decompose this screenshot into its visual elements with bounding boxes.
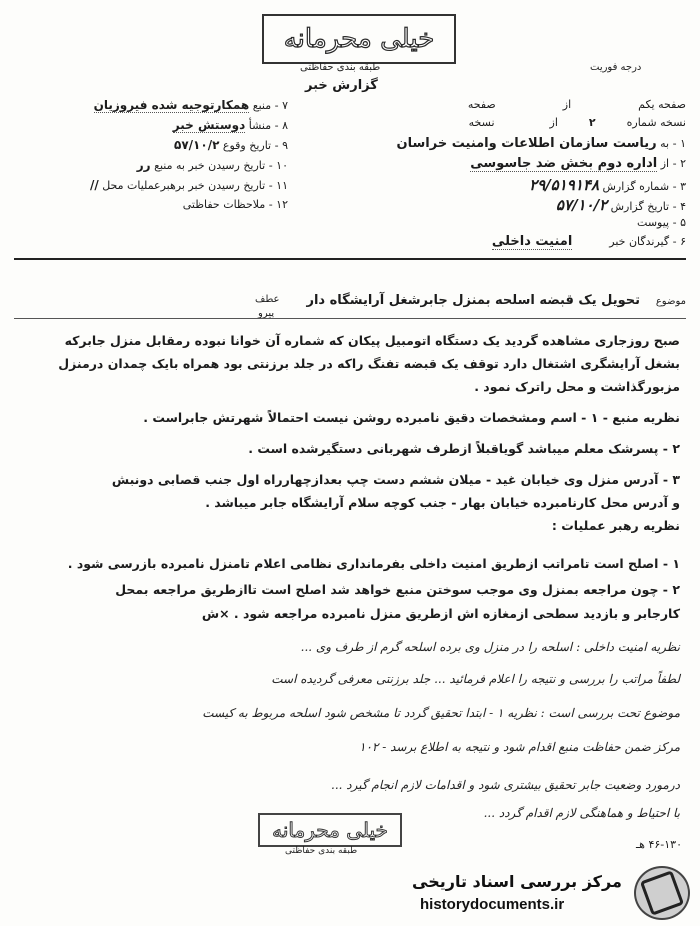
body-line: مزبورگذاشت و محل راترک نمود . [474, 379, 680, 394]
watermark-title: مرکز بررسی اسناد تاریخی [412, 872, 622, 891]
divider-subject [14, 318, 686, 319]
followup-label: پیرو [258, 308, 275, 319]
classification-label: طبقه بندی حفاظتی [300, 62, 381, 73]
reference-label: عطف [255, 294, 280, 305]
body-line: ۲ - پسرشک معلم میباشد گویاقبلاً ازطرف شهربانی دستگیرشده است . [248, 441, 680, 456]
page-field: صفحه یکم از صفحه [467, 98, 686, 111]
classification-label-bottom: طبقه بندی حفاظتی [285, 846, 358, 856]
watermark-url: historydocuments.ir [420, 896, 565, 913]
body-line: صبح روزجاری مشاهده گردید یک دستگاه اتومبیل پیکان که شماره آن خوانا نبوده رمقابل منزل جابرکه [64, 333, 680, 348]
handwritten-note: درمورد وضعیت جابر تحقیق بیشتری شود و اقدامات لازم انجام گیرد ... [331, 778, 680, 792]
report-title: گزارش خبر [305, 78, 378, 93]
handwritten-note: نظریه امنیت داخلی : اسلحه را در منزل وی برده اسلحه گرم از طرف وی ... [300, 640, 680, 654]
from-field: ۲ - از اداره دوم بخش ضد جاسوسی [470, 156, 686, 171]
body-line: ۱ - اصلح است تامراتب ازطریق امنیت داخلی بفرمانداری نظامی اعلام تامنزل نامبرده بازرسی شود . [67, 556, 680, 571]
handwritten-note: لطفاً مراتب را بررسی و نتیجه را اعلام فرمائید ... جلد برزنتی معرفی گردیده است [271, 672, 680, 686]
report-number-field: ۳ - شماره گزارش ۲۹/۵۱۹۱۴۸ [529, 176, 686, 194]
urgency-label: درجه فوریت [590, 62, 642, 73]
recipients-field: ۶ - گیرندگان خبر امنیت داخلی [491, 234, 686, 249]
attachment-field: ۵ - پیوست [637, 216, 686, 229]
origin-field: ۸ - منشأ دوستش خبر [172, 118, 288, 132]
event-date-field: ۹ - تاریخ وقوع ۵۷/۱۰/۲ [174, 138, 288, 152]
security-notes-field: ۱۲ - ملاحظات حفاظتی [182, 198, 288, 211]
handwritten-note: موضوع تحت بررسی است : نظریه ۱ - ابتدا تحقیق گردد تا مشخص شود اسلحه مربوط به کیست [202, 706, 680, 720]
copy-field: نسخه شماره ۲ از نسخه [468, 116, 686, 129]
stamp-text: خیلی محرمانه [283, 24, 435, 54]
handwritten-note: با احتیاط و هماهنگی لازم اقدام گردد ... [483, 806, 680, 820]
body-line: و آدرس محل کارنامبرده خیابان بهار - جنب کوچه سلام آرایشگاه جابر میباشد . [205, 495, 680, 510]
subject-label: موضوع [655, 296, 686, 307]
divider-top [14, 258, 686, 260]
classification-stamp-top [262, 14, 456, 64]
body-line: نظریه رهبر عملیات : [551, 518, 680, 533]
source-field: ۷ - منبع همکارتوجیه شده فیروزیان [93, 98, 288, 112]
handwritten-note: مرکز ضمن حفاظت منبع اقدام شود و نتیجه به اطلاع برسد - ۱۰۲ [359, 740, 680, 754]
body-line: ۳ - آدرس منزل وی خیابان غید - میلان ششم دست چپ بعدازچهارراه اول جنب قصابی دونبش [111, 472, 680, 487]
to-field: ۱ - به ریاست سازمان اطلاعات وامنیت خراسان [396, 136, 686, 151]
body-line: کارجابر و بازدید سطحی ازمغازه اش ازطریق منزل نامبرده مراجعه شود . ×ش [201, 606, 680, 621]
body-line: ۲ - چون مراجعه بمنزل وی موجب سوختن منبع خواهد شد اصلح است تاازطریق مراجعه بمحل [115, 582, 680, 597]
report-date-field: ۴ - تاریخ گزارش ۵۷/۱۰/۲ [555, 196, 686, 214]
body-line: نظریه منبع - ۱ - اسم ومشخصات دقیق نامبرده روشن نیست احتمالاً شهرتش جابراست . [143, 410, 680, 425]
classification-stamp-bottom: خیلی محرمانه [258, 813, 402, 847]
document-number: ۴۶-۱۳۰ هـ [635, 838, 682, 851]
body-line: بشغل آرایشگری اشتغال دارد توقف یک قبضه تفنگ راکه در جلد برزنتی بود همراه بایک چمدان درمنزل [58, 356, 680, 371]
arrival-source-field: ۱۰ - تاریخ رسیدن خبر به منبع رر [136, 158, 288, 172]
arrival-local-field: ۱۱ - تاریخ رسیدن خبر برهبرعملیات محل // [89, 178, 288, 192]
subject-text: تحویل یک قبضه اسلحه بمنزل جابرشغل آرایشگاه دار [306, 293, 640, 308]
archive-logo-icon [634, 866, 690, 920]
